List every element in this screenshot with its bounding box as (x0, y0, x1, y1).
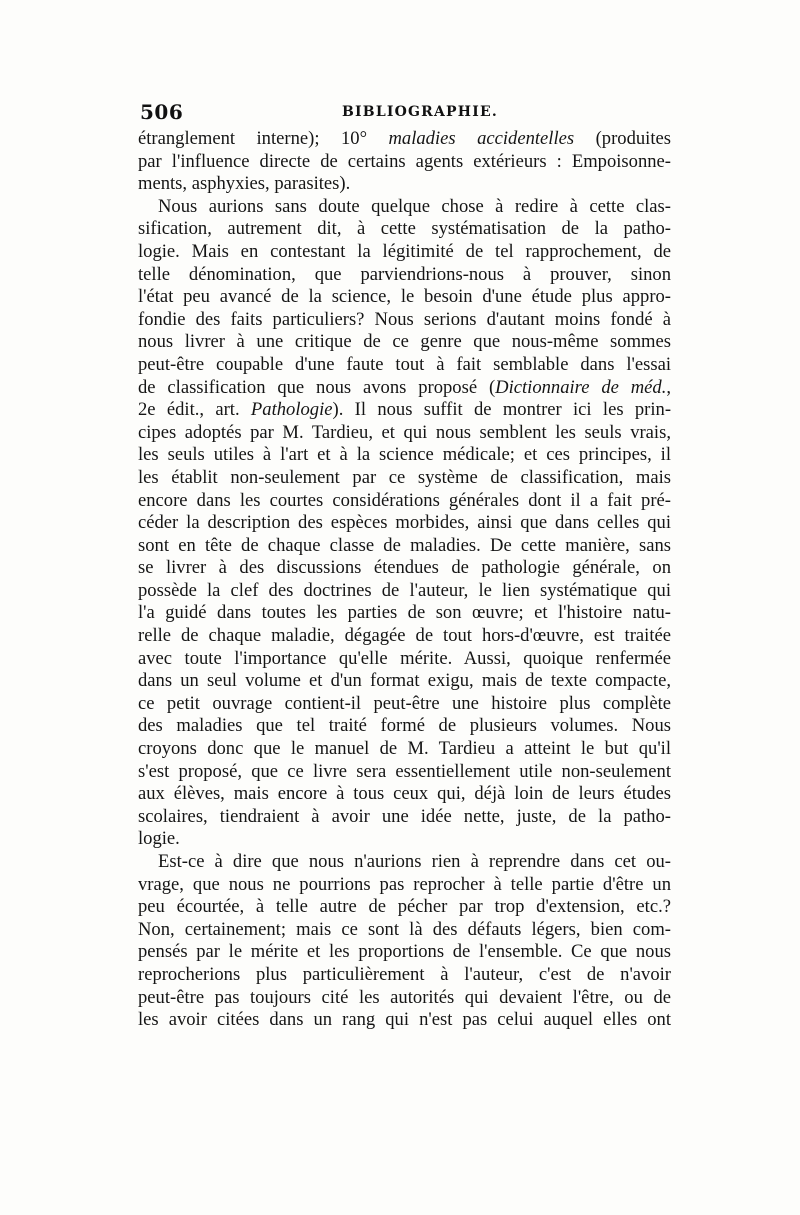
text-line: scolaires, tiendraient à avoir une idée nette, juste, de la patho- (138, 805, 671, 827)
text-line: Non, certainement; mais ce sont là des défauts légers, bien com- (138, 918, 671, 940)
text-line: encore dans les courtes considérations générales dont il a fait pré- (138, 489, 671, 511)
paragraph-first-line: Est-ce à dire que nous n'aurions rien à reprendre dans cet ou- (158, 851, 671, 872)
text-line: reprocherions plus particulièrement à l'auteur, c'est de n'avoir (138, 963, 671, 985)
text-line: les seuls utiles à l'art et à la science médicale; et ces principes, il (138, 444, 671, 466)
text-line: de classification que nous avons proposé (Dictionnaire de méd., (138, 376, 671, 398)
text-line: fondie des faits particuliers? Nous serions d'autant moins fondé à (138, 308, 671, 330)
text-line: pensés par le mérite et les proportions de l'ensemble. Ce que nous (138, 941, 671, 963)
text-line: par l'influence directe de certains agents extérieurs : Empoisonne- (138, 150, 671, 172)
text-line: sont en tête de chaque classe de maladies. De cette manière, sans (138, 534, 671, 556)
text-line: croyons donc que le manuel de M. Tardieu a atteint le but qu'il (138, 738, 671, 760)
text-line: relle de chaque maladie, dégagée de tout hors-d'œuvre, est traitée (138, 625, 671, 647)
text-line: avec toute l'importance qu'elle mérite. Aussi, quoique renfermée (138, 647, 671, 669)
text-line: se livrer à des discussions étendues de pathologie générale, on (138, 557, 671, 579)
text-line: peut-être coupable d'une faute tout à fait semblable dans l'essai (138, 353, 671, 375)
text-line: étranglement interne); 10° maladies accidentelles (produites (138, 128, 671, 149)
text-line: l'état peu avancé de la science, le besoin d'une étude plus appro- (138, 286, 671, 308)
body-text (138, 128, 671, 1032)
paragraph-first-line: Nous aurions sans doute quelque chose à redire à cette clas- (158, 195, 671, 217)
text-line: possède la clef des doctrines de l'auteur, le lien systématique qui (138, 579, 671, 601)
text-line: dans un seul volume et d'un format exigu, mais de texte compacte, (138, 670, 671, 692)
text-line: 2e édit., art. Pathologie). Il nous suffit de montrer ici les prin- (138, 399, 672, 421)
text-line: les avoir citées dans un rang qui n'est pas celui auquel elles ont (138, 1009, 671, 1031)
text-line: ce petit ouvrage contient-il peut-être une histoire plus complète (138, 692, 671, 714)
text-line: peu écourtée, à telle autre de pécher par trop d'extension, etc.? (138, 896, 671, 918)
text-line: vrage, que nous ne pourrions pas reprocher à telle partie d'être un (138, 873, 671, 895)
text-line: ments, asphyxies, parasites). (138, 173, 351, 195)
text-line: aux élèves, mais encore à tous ceux qui, déjà loin de leurs études (138, 783, 671, 805)
text-line: cipes adoptés par M. Tardieu, et qui nous semblent les seuls vrais, (138, 421, 671, 443)
text-line: des maladies que tel traité formé de plusieurs volumes. Nous (138, 715, 671, 737)
text-line: logie. Mais en contestant la légitimité de tel rapprochement, de (138, 240, 671, 262)
page-number: 506 (140, 100, 184, 124)
page-header (140, 100, 670, 126)
text-line: nous livrer à une critique de ce genre que nous-même sommes (138, 331, 671, 353)
text-line: sification, autrement dit, à cette systématisation de la patho- (138, 218, 671, 240)
running-head: BIBLIOGRAPHIE. (342, 104, 498, 120)
text-line: logie. (138, 828, 180, 850)
text-line: les établit non-seulement par ce système de classification, mais (138, 466, 671, 488)
text-line: peut-être pas toujours cité les autorités qui devaient l'être, ou de (138, 986, 671, 1008)
text-line: l'a guidé dans toutes les parties de son œuvre; et l'histoire natu- (138, 602, 671, 624)
text-line: s'est proposé, que ce livre sera essentiellement utile non-seulement (138, 760, 671, 782)
text-line: telle dénomination, que parviendrions-nous à prouver, sinon (138, 263, 671, 285)
text-line: céder la description des espèces morbides, ainsi que dans celles qui (138, 512, 671, 534)
